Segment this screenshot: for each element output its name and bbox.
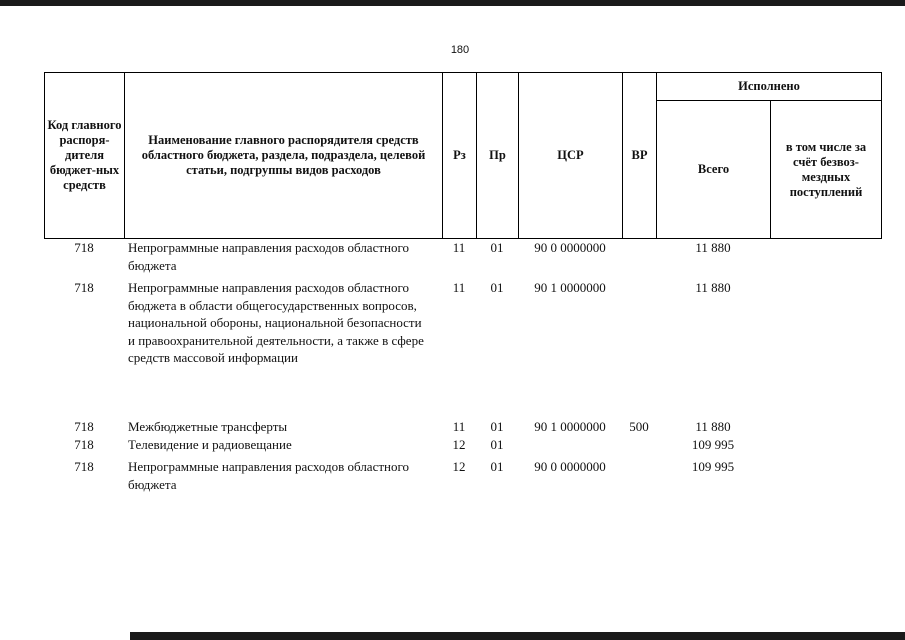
header-total: Всего — [657, 101, 771, 239]
cell-total: 11 880 — [695, 240, 731, 255]
cell-csr: 90 1 0000000 — [534, 280, 606, 295]
header-gratuitous: в том числе за счёт безвоз-мездных поступлений — [771, 101, 882, 239]
cell-rz: 11 — [452, 280, 466, 295]
cell-rz: 12 — [452, 459, 466, 474]
cell-name: Непрограммные направления расходов областного бюджета в области общегосударственных вопросов, национальной обороны, национальной безопасности и правоохранительной деятельности, а также в сфере средств массовой информации — [128, 280, 424, 365]
cell-name: Непрограммные направления расходов областного бюджета — [128, 459, 409, 492]
scan-edge-top — [0, 0, 905, 6]
cell-csr: 90 1 0000000 — [534, 419, 606, 434]
cell-name: Непрограммные направления расходов областного бюджета — [128, 240, 409, 273]
header-rz: Рз — [443, 73, 477, 239]
scan-edge-bottom — [130, 632, 905, 640]
cell-name: Телевидение и радиовещание — [128, 437, 292, 452]
header-name: Наименование главного распорядителя средств областного бюджета, раздела, подраздела, целевой статьи, подгруппы видов расходов — [125, 73, 443, 239]
cell-name: Межбюджетные трансферты — [128, 419, 288, 434]
header-executed: Исполнено — [657, 73, 882, 101]
cell-total: 109 995 — [691, 437, 735, 452]
cell-code: 718 — [74, 437, 94, 452]
cell-total: 11 880 — [695, 419, 731, 434]
cell-pr: 01 — [490, 419, 504, 434]
cell-pr: 01 — [490, 280, 504, 295]
cell-total: 11 880 — [695, 280, 731, 295]
cell-csr: 90 0 0000000 — [534, 240, 606, 255]
cell-code: 718 — [74, 459, 94, 474]
cell-pr: 01 — [490, 459, 504, 474]
cell-code: 718 — [74, 240, 94, 255]
header-pr: Пр — [477, 73, 519, 239]
cell-pr: 01 — [490, 437, 504, 452]
header-vr: ВР — [623, 73, 657, 239]
header-csr: ЦСР — [519, 73, 623, 239]
page-number: 180 — [450, 44, 470, 56]
cell-rz: 11 — [452, 419, 466, 434]
cell-rz: 12 — [452, 437, 466, 452]
table-header — [44, 72, 882, 239]
cell-rz: 11 — [452, 240, 466, 255]
header-code: Код главного распоря-дителя бюджет-ных средств — [45, 73, 125, 239]
cell-code: 718 — [74, 419, 94, 434]
cell-pr: 01 — [490, 240, 504, 255]
cell-code: 718 — [74, 280, 94, 295]
cell-total: 109 995 — [691, 459, 735, 474]
cell-csr: 90 0 0000000 — [534, 459, 606, 474]
cell-vr: 500 — [629, 419, 649, 434]
